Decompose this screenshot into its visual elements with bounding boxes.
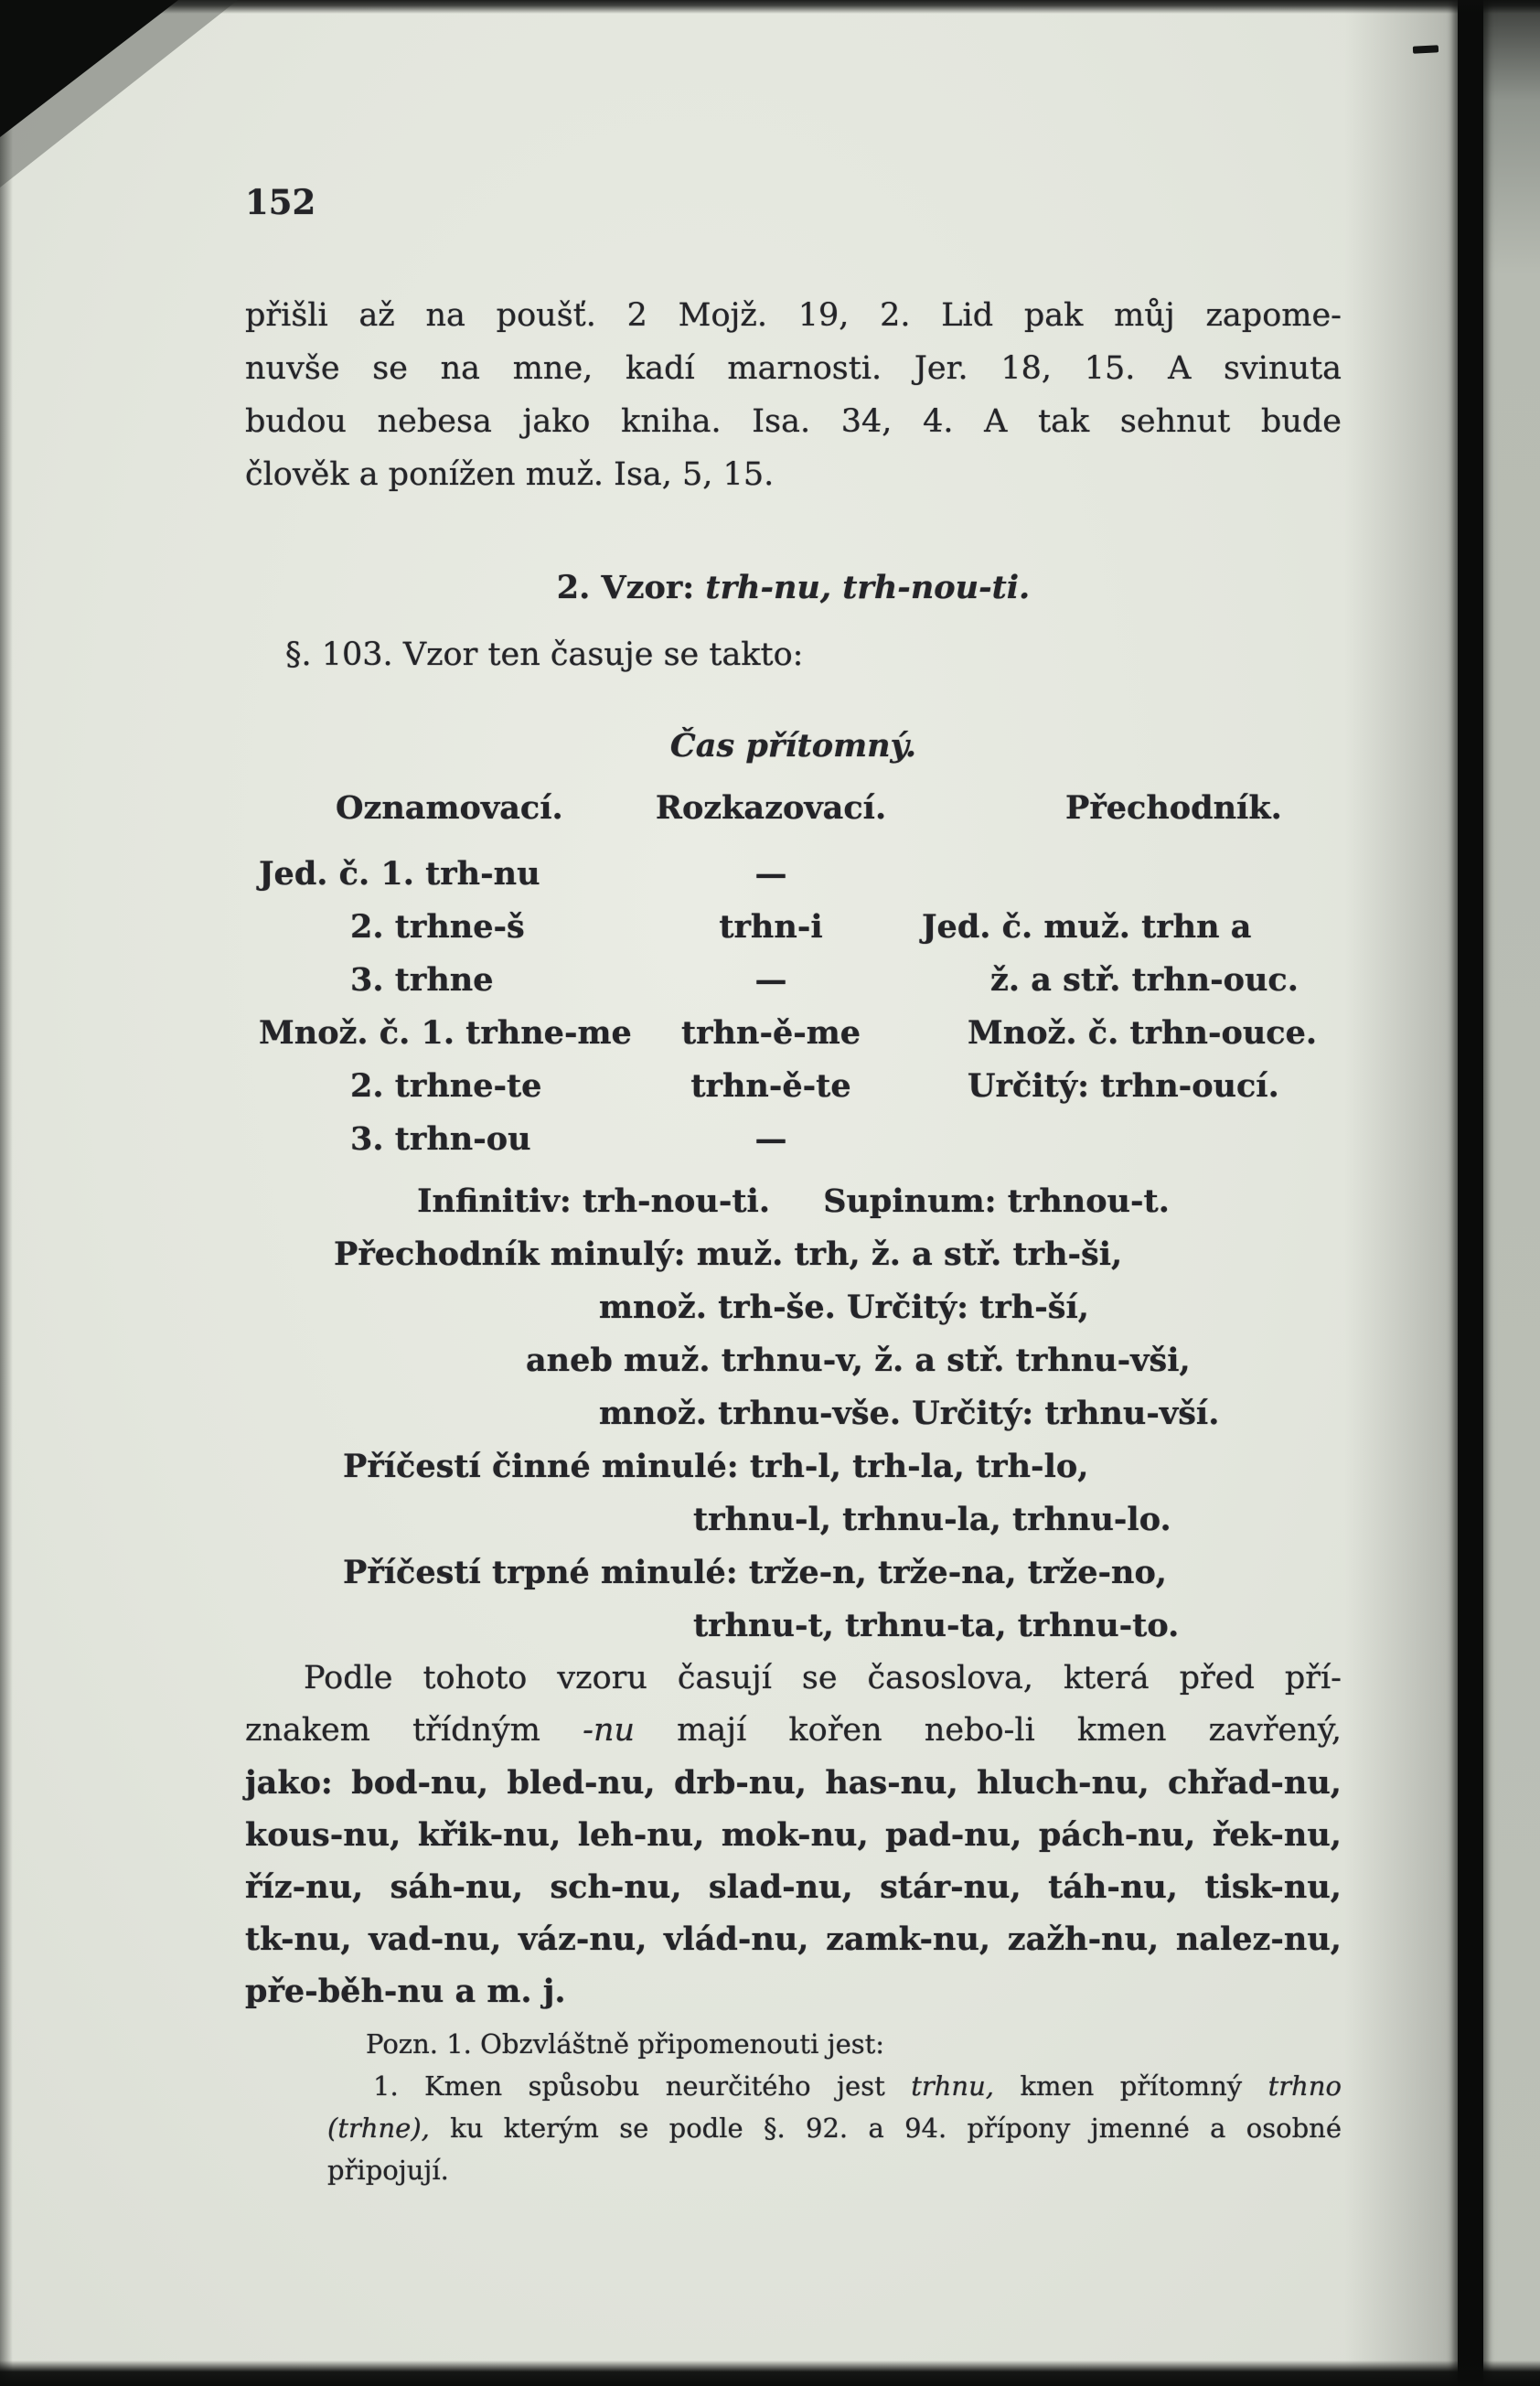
imperative-form: trhn-ě-me: [680, 1014, 861, 1052]
past-transgressive-line: aneb muž. trhnu-v, ž. a stř. trhnu-vši,: [526, 1342, 1191, 1379]
intro-line: přišli až na poušť. 2 Mojž. 19, 2. Lid pak můj zapome-: [245, 297, 1342, 334]
paragraph-sign: §. 103.: [285, 637, 393, 673]
paradigm-row: [245, 901, 1342, 954]
ink-mark-artifact: [1413, 45, 1438, 53]
stem-italic: trhnu,: [911, 2070, 994, 2102]
past-transgressive-line: Přechodník minulý: muž. trh, ž. a stř. trh-ši,: [334, 1236, 1123, 1273]
transgressive-form: [904, 848, 1342, 901]
column-header-indicative: Oznamovací.: [336, 789, 563, 827]
page-content: [245, 179, 1342, 2191]
indicative-form: 3. trhne: [350, 961, 494, 999]
paradigm-row: [245, 1060, 1342, 1113]
intro-line: budou nebesa jako kniha. Isa. 34, 4. A tak sehnut bude: [245, 403, 1342, 440]
section-intro-line: [245, 628, 1342, 681]
verb-list-line: jako: bod-nu, bled-nu, drb-nu, has-nu, hluch-nu, chřad-nu,: [245, 1764, 1342, 1802]
indicative-form: 2. trhne-š: [350, 908, 525, 946]
verb-list-line: říz-nu, sáh-nu, sch-nu, slad-nu, stár-nu, táh-nu, tisk-nu,: [245, 1868, 1342, 1906]
imperative-form: —: [754, 855, 787, 893]
footnote-line: [327, 2065, 1342, 2107]
footnote-text: kmen přítomný: [993, 2070, 1268, 2102]
footnote-text: ku kterým se podle §. 92. a 94. přípony jmenné a osobné: [429, 2113, 1342, 2144]
footnote-block: [245, 2023, 1342, 2191]
paradigm-row: [245, 1113, 1342, 1166]
footnote-line: [327, 2107, 1342, 2149]
page-number: 152: [245, 182, 316, 222]
infinitive-supinum-line: [245, 1175, 1342, 1228]
past-transgressive-line: množ. trhnu-vše. Určitý: trhnu-vší.: [599, 1395, 1220, 1432]
outer-page-edge: [1483, 0, 1540, 2386]
infinitive-text: Infinitiv: trh-nou-ti.: [417, 1182, 770, 1220]
participle-line: trhnu-l, trhnu-la, trhnu-lo.: [693, 1501, 1171, 1538]
past-transgressive-block: [245, 1228, 1342, 1440]
verb-list-line: kous-nu, křik-nu, leh-nu, mok-nu, pad-nu, pách-nu, řek-nu,: [245, 1816, 1342, 1854]
indicative-form: 2. trhne-te: [350, 1067, 542, 1105]
paradigm-row: [245, 848, 1342, 901]
past-transgressive-line: množ. trh-še. Určitý: trh-ší,: [599, 1289, 1089, 1326]
section-heading-pattern: trh-nu, trh-nou-ti.: [705, 569, 1031, 606]
imperative-form: trhn-ě-te: [690, 1067, 851, 1105]
intro-line: člověk a ponížen muž. Isa, 5, 15.: [245, 456, 775, 493]
intro-line: nuvše se na mne, kadí marnosti. Jer. 18, 15. A svinuta: [245, 350, 1342, 387]
left-edge-shadow: [0, 0, 13, 2386]
stem-italic: (trhne),: [327, 2113, 430, 2144]
paragraph-text: Vzor ten časuje se takto:: [402, 637, 804, 673]
paradigm-row: [245, 1007, 1342, 1060]
bottom-edge-shadow: [0, 2360, 1540, 2386]
participles-block: [245, 1440, 1342, 1653]
participle-line: trhnu-t, trhnu-ta, trhnu-to.: [693, 1607, 1180, 1644]
paradigm-table: [245, 782, 1342, 1166]
transgressive-form: [904, 1113, 1342, 1166]
rule-line: [245, 1705, 1342, 1757]
tense-title: Čas přítomný.: [669, 727, 917, 765]
participle-line: Příčestí činné minulé: trh-l, trh-la, trh-lo,: [343, 1448, 1089, 1485]
footnote-line: připojují.: [327, 2155, 449, 2186]
footnote-text: 1. Kmen spůsobu neurčitého jest: [373, 2070, 912, 2102]
intro-paragraph: [245, 289, 1342, 501]
rule-paragraph: [245, 1653, 1342, 2017]
verb-list-line: pře-běh-nu a m. j.: [245, 1973, 566, 2010]
transgressive-form: ž. a stř. trhn-ouc.: [990, 961, 1299, 999]
section-heading: [245, 562, 1342, 615]
rule-text: znakem třídným: [245, 1712, 583, 1749]
imperative-form: trhn-i: [719, 908, 823, 946]
rule-text: mají kořen nebo-li kmen zavřený,: [635, 1712, 1342, 1749]
book-binding-bar: [1458, 0, 1483, 2386]
indicative-form: Množ. č. 1. trhne-me: [259, 1014, 632, 1052]
paradigm-row: [245, 954, 1342, 1007]
column-header-imperative: Rozkazovací.: [655, 789, 887, 827]
stem-italic: trhno: [1267, 2070, 1342, 2102]
imperative-form: —: [754, 1120, 787, 1158]
indicative-form: Jed. č. 1. trh-nu: [259, 855, 540, 893]
section-heading-label: 2. Vzor:: [556, 569, 695, 606]
imperative-form: —: [754, 961, 787, 999]
footnote-heading: Pozn. 1. Obzvláštně připomenouti jest:: [366, 2028, 885, 2060]
participle-line: Příčestí trpné minulé: trže-n, trže-na, trže-no,: [343, 1554, 1167, 1591]
supinum-text: Supinum: trhnou-t.: [823, 1182, 1170, 1220]
suffix-italic: -nu: [583, 1712, 636, 1749]
verb-list-line: tk-nu, vad-nu, váz-nu, vlád-nu, zamk-nu, zažh-nu, nalez-nu,: [245, 1921, 1342, 1958]
indicative-form: 3. trhn-ou: [350, 1120, 531, 1158]
transgressive-form: Množ. č. trhn-ouce.: [968, 1014, 1318, 1052]
transgressive-form: Určitý: trhn-oucí.: [968, 1067, 1279, 1105]
transgressive-form: Jed. č. muž. trhn a: [922, 908, 1252, 946]
gutter-shadow: [1344, 0, 1458, 2386]
rule-line: Podle tohoto vzoru časují se časoslova, která před pří-: [304, 1660, 1342, 1696]
column-header-transgressive: Přechodník.: [1065, 789, 1282, 827]
paradigm-header-row: [245, 782, 1342, 835]
